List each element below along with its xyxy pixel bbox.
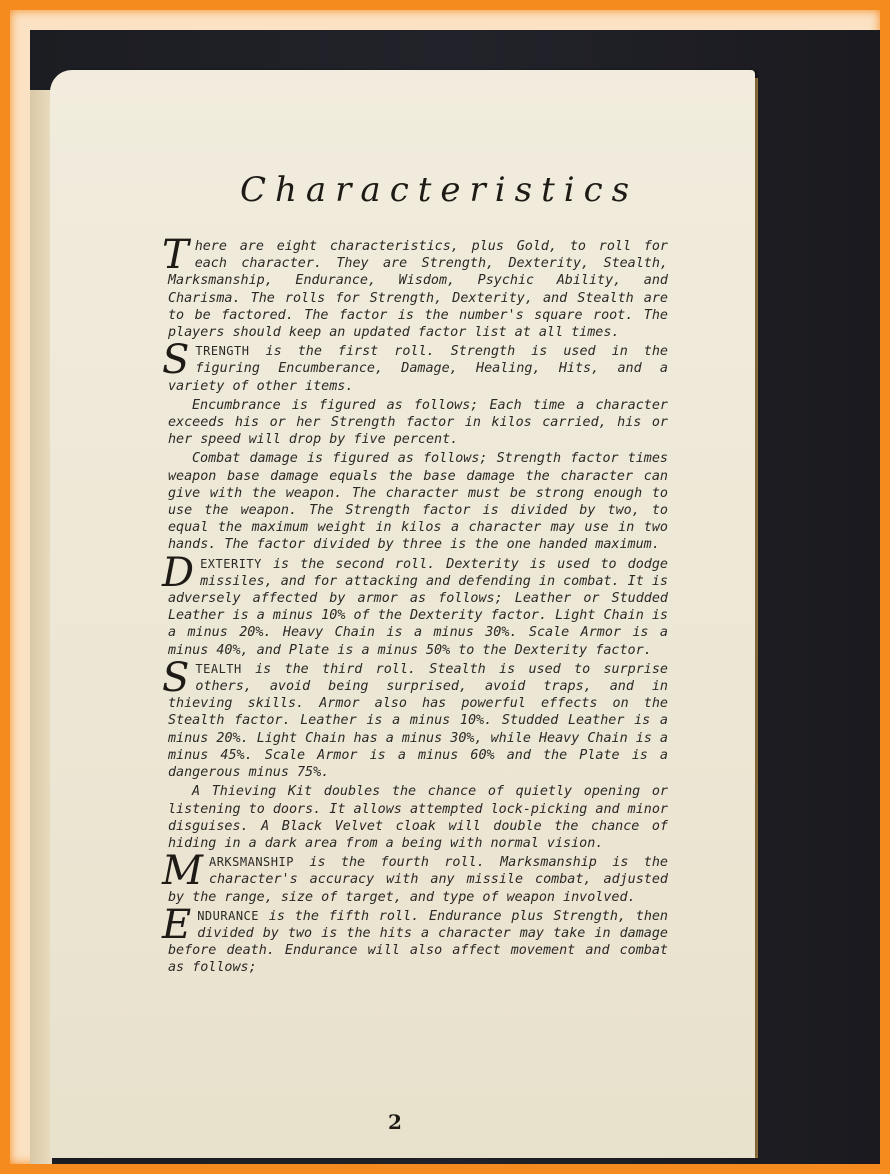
- page-title: Characteristics: [240, 170, 639, 210]
- intro-paragraph: [162, 232, 668, 341]
- section-heading: TRENGTH: [195, 344, 250, 359]
- section-heading: TEALTH: [195, 661, 242, 676]
- photo-background: [30, 30, 880, 1164]
- intro-text: here are eight characteristics, plus Gold, to roll for each character. They are Strength, Dexterity, Stealth, Marksmanship, Endurance, Wisdom, Psychic Ability, and Charisma. The rolls for Strength, Dexterity, and Stealth are to be factored. The factor is the number's square root. The players should keep an updated factor list at all times.: [168, 239, 668, 341]
- marksmanship-paragraph: [162, 848, 668, 906]
- stealth-paragraph: [162, 654, 668, 781]
- endurance-text: is the fifth roll. Endurance plus Strength, then divided by two is the hits a character may take in damage before death. Endurance will also affect movement and combat as follows;: [168, 908, 668, 976]
- thieving-kit-paragraph: A Thieving Kit doubles the chance of quietly opening or listening to doors. It allows attempted lock-picking and minor disguises. A Black Velvet cloak will double the chance of hiding in a dark area from a being with normal vision.: [168, 784, 668, 851]
- endurance-paragraph: [162, 901, 668, 977]
- page-number: 2: [388, 1110, 402, 1134]
- body-text: [162, 232, 668, 979]
- left-page-edge: [30, 90, 52, 1164]
- strength-paragraph: [162, 337, 668, 395]
- book-page: [50, 70, 755, 1158]
- combat-damage-paragraph: Combat damage is figured as follows; Strength factor times weapon base damage equals the base damage the character can give with the weapon. The character must be strong enough to use the weapon. The Strength factor is divided by two, to equal the maximum weight in kilos a character may use in two hands. The factor divided by three is the one handed maximum.: [168, 451, 668, 553]
- drop-cap: T: [162, 232, 189, 278]
- section-heading: ARKSMANSHIP: [208, 855, 294, 870]
- orange-border-frame: [10, 10, 880, 1164]
- dexterity-paragraph: [162, 549, 668, 659]
- section-heading: NDURANCE: [197, 908, 259, 923]
- drop-cap: E: [162, 901, 192, 948]
- drop-cap: D: [162, 549, 195, 596]
- stealth-text: is the third roll. Stealth is used to surprise others, avoid being surprised, avoid traps, and in thieving skills. Armor also has powerful effects on the Stealth factor. Leather is a minus 10%. Studded Leather is a minus 20%. Light Chain has a minus 30%, while Heavy Chain is a minus 45%. Scale Armor is a minus 60% and the Plate is a dangerous minus 75%.: [168, 661, 668, 781]
- section-heading: EXTERITY: [200, 556, 262, 571]
- drop-cap: M: [162, 848, 203, 895]
- strength-text: is the first roll. Strength is used in the figuring Encumberance, Damage, Healing, Hits, and a variety of other items.: [168, 344, 668, 394]
- marksmanship-text: is the fourth roll. Marksmanship is the character's accuracy with any missile combat, adjusted by the range, size of target, and type of weapon involved.: [168, 855, 668, 905]
- encumbrance-paragraph: Encumbrance is figured as follows; Each time a character exceeds his or her Strength factor in kilos carried, his or her speed will drop by five percent.: [168, 397, 668, 448]
- drop-cap: S: [162, 337, 190, 384]
- dexterity-text: is the second roll. Dexterity is used to dodge missiles, and for attacking and defending in combat. It is adversely affected by armor as follows; Leather or Studded Leather is a minus 10% of the Dexterity factor. Light Chain is a minus 20%. Heavy Chain is a minus 30%. Scale Armor is a minus 40%, and Plate is a minus 50% to the Dexterity factor.: [168, 556, 668, 658]
- drop-cap: S: [162, 654, 190, 701]
